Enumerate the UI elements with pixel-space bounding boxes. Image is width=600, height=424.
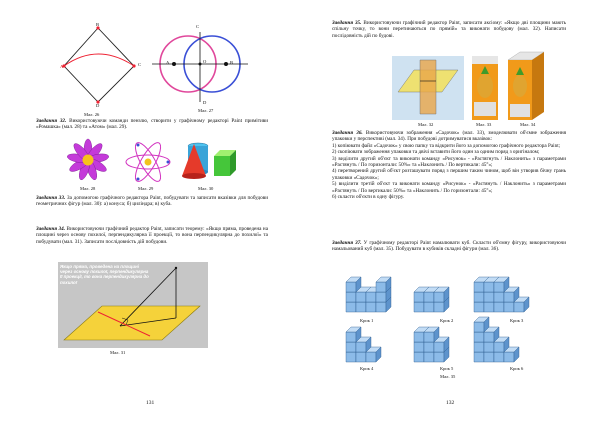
fig26-caption: Мал. 26 (84, 112, 100, 117)
step-item: 6) скласти об'єкти в одну фігуру. (332, 194, 405, 201)
fig34-caption: Мал. 34 (520, 122, 536, 127)
point-label: B (96, 22, 100, 27)
step-label: Крок 6 (510, 366, 524, 371)
juice-package-figure (472, 56, 498, 120)
two-circles-figure (150, 26, 250, 106)
step-label: Крок 4 (360, 366, 374, 371)
step-item: 4) перетворений другий об'єкт розташувати поряд з першим таким чином, щоб він утворив бічну грань упаковки «Садочок»; (332, 168, 566, 181)
solids-figure (178, 140, 240, 184)
flower-figure (66, 138, 110, 182)
point-label: O (203, 59, 207, 64)
rhombus-figure (58, 22, 148, 112)
task-title: Завдання 34. (36, 226, 66, 232)
task37 (332, 240, 566, 253)
step-label: Крок 5 (440, 366, 454, 371)
theorem-note: Якщо пряма, проведена на площині через основу похилої, перпендикулярна її проекції, то вона перпендикулярна до похилої (60, 264, 149, 285)
step-item: 5) виділити третій об'єкт та виконати команду «Рисунок» - «Растянуть / Наклонить» з параметрами «Растянуть / По вертикали: 50%» та «Наклонить / По горизонтали: 45°»; (332, 181, 566, 194)
task36 (332, 130, 566, 200)
task35 (332, 20, 566, 39)
point-label: C (138, 62, 142, 67)
task-text: Використовуючи зображення «Садочок» (мал. 33), змоделювати об'ємне зображення упаковки у перспективі (мал. 34). При побудові дотримуватися вказівок: (332, 130, 567, 143)
task-title: Завдання 36. (332, 130, 363, 136)
fig28-caption: Мал. 28 (80, 186, 96, 191)
fig31-caption: Мал. 31 (110, 350, 126, 355)
step-item: 2) скопіювати зображення упаковки та двічі вставити його один за одним поряд з оригіналом; (332, 149, 540, 156)
plane-figure (58, 262, 208, 348)
fig29-caption: Мал. 29 (138, 186, 154, 191)
point-label: D (203, 100, 207, 105)
point-label: A (60, 64, 64, 69)
task-text: Використовуючи графічний редактор Paint, записати аксіому: «Якщо дві площини мають спільну точку, то вони перетинаються по прямій» та виконати побудову (мал. 32). Написати послідовність дій по будові. (332, 20, 566, 39)
step-label: Крок 2 (440, 318, 454, 323)
point-label: D (96, 103, 100, 108)
task-text: Використовуючи команди пензлю, створити у графічному редакторі Paint примітиви «Ромашка» (мал. 28) та «Атом» (мал. 29). (36, 118, 268, 131)
atom-figure (124, 140, 172, 184)
page-number: 132 (446, 400, 455, 406)
step-label: Крок 1 (360, 318, 374, 323)
fig30-caption: Мал. 30 (198, 186, 214, 191)
task-text: У графічному редакторі Paint намалювати куб. Скласти об'ємну фігуру, використовуючи намальований куб (мал. 35). Побудувати в кубиків складні фігури (мал. 36). (332, 240, 566, 253)
fig33-caption: Мал. 33 (476, 122, 492, 127)
step-item: 1) копіювати файл «Садочок» у свою папку та відкрити його за допомогою графічного редактора Paint; (332, 142, 561, 149)
juice-package-3d-figure (508, 52, 548, 120)
page-number: 131 (146, 400, 155, 406)
task-title: Завдання 35. (332, 20, 362, 26)
task-text: За допомогою графічного редактора Paint, побудувати та записати вказівки для побудови геометричних фігур (мал. 30): а) конуса; б) циліндра; в) куба. (36, 195, 268, 208)
task-text: Використовуючи графічний редактор Paint, записати теорему: «Якщо пряма, проведена на площині через основу похилої, перпендикулярна її проекції, то вона перпендикулярна до похилої» та побудувати (мал. 31). Записати послідовність дій побудови. (36, 226, 268, 245)
point-label: C (196, 24, 200, 29)
right-page (300, 0, 600, 424)
task34 (36, 226, 268, 245)
fig32-caption: Мал. 32 (418, 122, 434, 127)
task-title: Завдання 33. (36, 195, 66, 201)
task-title: Завдання 32. (36, 118, 67, 124)
intersecting-planes-figure (392, 56, 464, 120)
fig35-caption: Мал. 35 (440, 374, 456, 379)
task33 (36, 195, 268, 208)
task32 (36, 118, 268, 131)
step-item: 3) виділити другий об'єкт та виконати команду «Рисунок» - «Растягнуть / Наклонить» з параметрами «Растянуть / По горизонтали: 50%» та «Наклонить / По вертикали: 45°»; (332, 155, 566, 169)
point-label: A (166, 60, 170, 65)
point-label: B (230, 60, 234, 65)
fig27-caption: Мал. 27 (198, 108, 214, 113)
task-title: Завдання 37. (332, 240, 362, 246)
step-label: Крок 3 (510, 318, 524, 323)
